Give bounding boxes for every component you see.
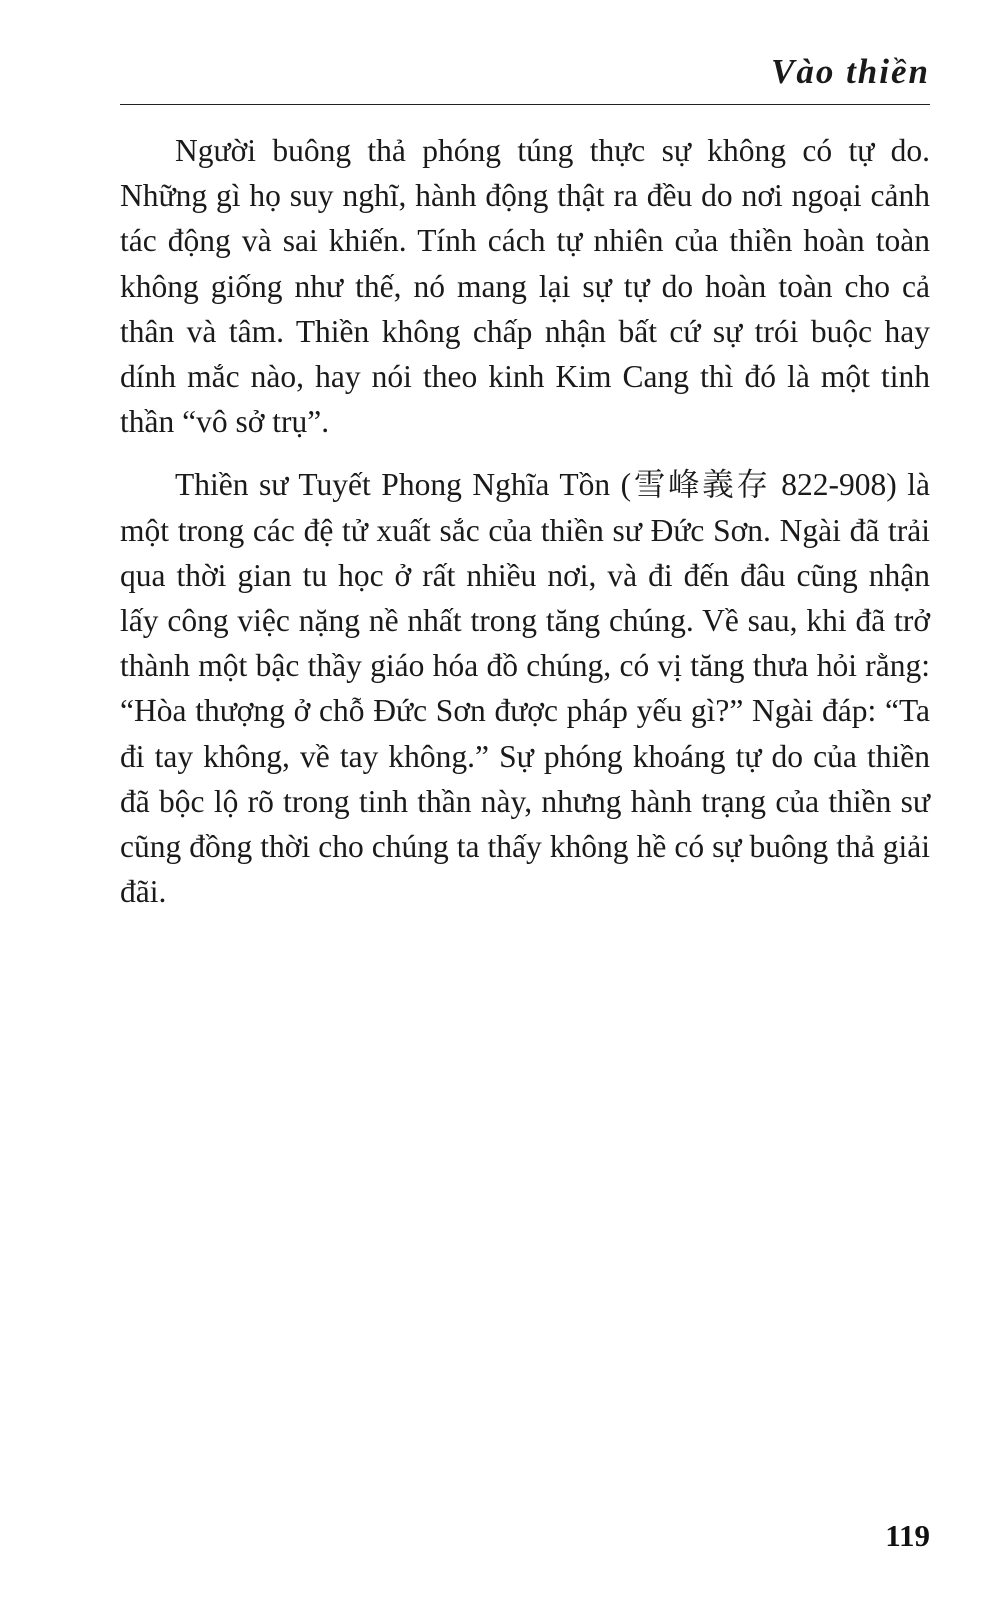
paragraph-1: Người buông thả phóng túng thực sự không có tự do. Những gì họ suy nghĩ, hành động thật ra đều do nơi ngoại cảnh tác động và sai khiến. Tính cách tự nhiên của thiền hoàn toàn không giống như thế, nó mang lại sự tự do hoàn toàn cho cả thân và tâm. Thiền không chấp nhận bất cứ sự trói buộc hay dính mắc nào, hay nói theo kinh Kim Cang thì đó là một tinh thần “vô sở trụ”.: [120, 133, 930, 440]
running-header-title: Vào thiền: [770, 52, 930, 91]
paragraph-2: Thiền sư Tuyết Phong Nghĩa Tồn (雪峰義存 822-908) là một trong các đệ tử xuất sắc của thiền sư Đức Sơn. Ngài đã trải qua thời gian tu học ở rất nhiều nơi, và đi đến đâu cũng nhận lấy công việc nặng nề nhất trong tăng chúng. Về sau, khi đã trở thành một bậc thầy giáo hóa đồ chúng, có vị tăng thưa hỏi rằng: “Hòa thượng ở chỗ Đức Sơn được pháp yếu gì?” Ngài đáp: “Ta đi tay không, về tay không.” Sự phóng khoáng tự do của thiền đã bộc lộ rõ trong tinh thần này, nhưng hành trạng của thiền sư cũng đồng thời cho chúng ta thấy không hề có sự buông thả giải đãi.: [120, 467, 930, 910]
page-number: 119: [885, 1518, 930, 1553]
body-text: [120, 128, 930, 914]
header-divider: [120, 104, 930, 105]
